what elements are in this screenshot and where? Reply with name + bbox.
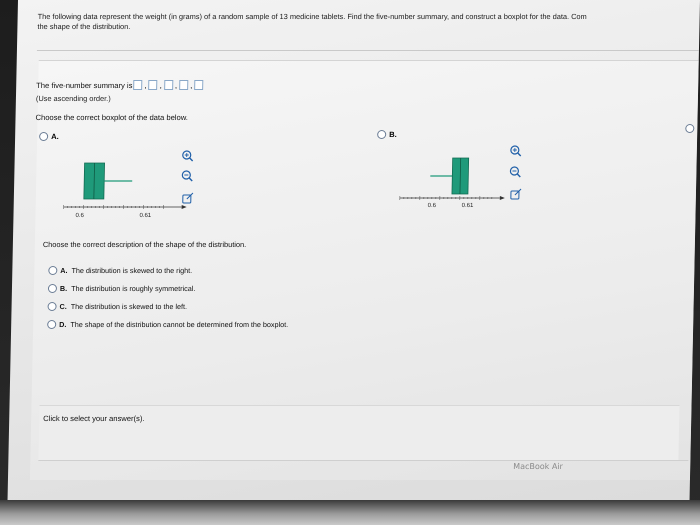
divider: [37, 50, 699, 51]
open-new-window-icon[interactable]: [183, 193, 193, 203]
separator: ,: [174, 80, 178, 90]
tick-label: 0.61: [461, 203, 474, 209]
shape-option-c[interactable]: [47, 302, 187, 311]
five-number-summary-row: [36, 80, 204, 90]
axis-arrow: [500, 196, 505, 200]
radio-button[interactable]: [377, 130, 386, 139]
option-text: The shape of the distribution cannot be determined from the boxplot.: [70, 320, 289, 329]
laptop-bezel: [0, 500, 700, 525]
zoom-in-icon[interactable]: [511, 146, 521, 156]
option-letter: B.: [59, 284, 68, 293]
click-to-select-text: Click to select your answer(s).: [43, 414, 145, 423]
option-text: The distribution is roughly symmetrical.: [71, 284, 196, 293]
radio-button[interactable]: [39, 132, 48, 141]
answer-box-max[interactable]: [194, 80, 203, 90]
question-line-1: The following data represent the weight (in grams) of a random sample of 13 medicine tablets. Find the five-number summary, and construct a boxplot for the data. Com: [37, 12, 587, 21]
radio-button[interactable]: [48, 266, 57, 275]
answer-box-min[interactable]: [133, 80, 142, 90]
option-text: The distribution is skewed to the left.: [70, 302, 188, 311]
boxplot-prompt: Choose the correct boxplot of the data below.: [35, 113, 189, 122]
boxplot-option-b[interactable]: [377, 130, 397, 139]
zoom-in-icon[interactable]: [183, 151, 193, 161]
radio-button[interactable]: [685, 124, 694, 133]
option-letter: D.: [59, 320, 67, 329]
tick-label: 0.6: [75, 213, 84, 219]
tick-label: 0.61: [139, 213, 152, 219]
answer-box-q1[interactable]: [149, 80, 158, 90]
question-line-2: the shape of the distribution.: [37, 22, 131, 31]
question-text: [37, 12, 697, 32]
boxplot-option-a[interactable]: [39, 132, 59, 141]
radio-button[interactable]: [47, 302, 56, 311]
boxplot-b: [391, 140, 543, 215]
shape-option-d[interactable]: [47, 320, 288, 329]
separator: ,: [144, 80, 147, 90]
option-text: The distribution is skewed to the right.: [71, 266, 193, 275]
option-letter: A.: [51, 132, 59, 141]
ascending-order-hint: (Use ascending order.): [35, 94, 111, 103]
answer-box-q3[interactable]: [179, 80, 188, 90]
divider: [38, 460, 688, 461]
shape-prompt: Choose the correct description of the shape of the distribution.: [42, 240, 247, 249]
axis-arrow: [182, 205, 187, 209]
shape-option-a[interactable]: [48, 266, 192, 275]
separator: ,: [190, 80, 193, 90]
separator: ,: [159, 80, 163, 90]
zoom-out-icon[interactable]: [510, 167, 520, 177]
tick-label: 0.6: [427, 203, 437, 209]
boxplot-option-c[interactable]: [685, 124, 697, 133]
boxplot-a: [53, 145, 235, 225]
device-label: MacBook Air: [513, 462, 563, 471]
shape-option-b[interactable]: [48, 284, 196, 293]
open-new-window-icon[interactable]: [511, 189, 521, 199]
radio-button[interactable]: [47, 320, 56, 329]
option-letter: A.: [60, 266, 68, 275]
five-number-label: The five-number summary is: [36, 80, 133, 90]
zoom-out-icon[interactable]: [182, 171, 192, 181]
option-letter: B.: [389, 130, 397, 139]
option-letter: C.: [59, 302, 67, 311]
radio-button[interactable]: [48, 284, 57, 293]
answer-box-median[interactable]: [164, 80, 173, 90]
screen: [8, 0, 700, 500]
